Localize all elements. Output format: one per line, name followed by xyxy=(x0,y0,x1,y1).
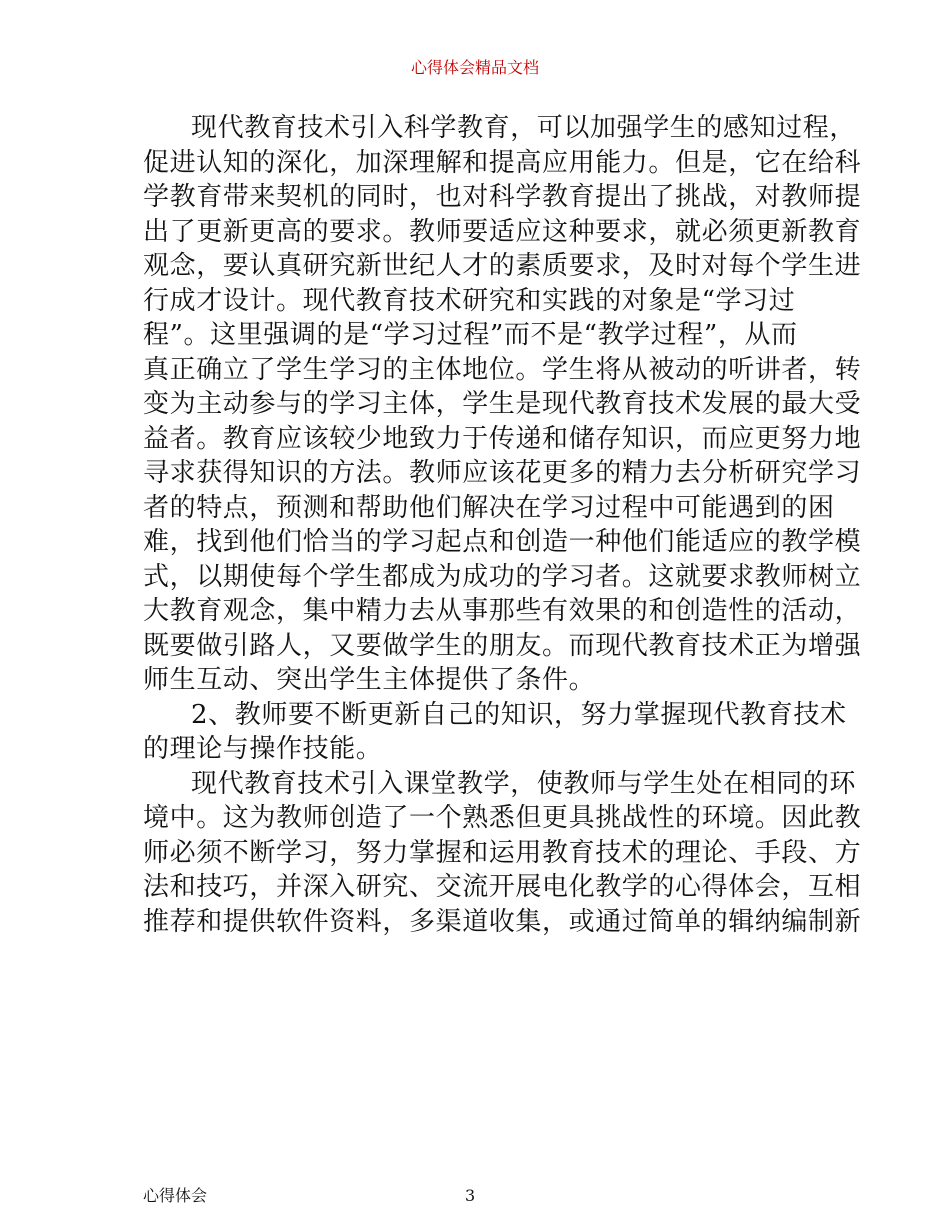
text-line: 2、教师要不断更新自己的知识，努力掌握现代教育技术 xyxy=(191,699,847,730)
paragraph-2-heading xyxy=(143,698,847,767)
text-line: 出了更新更高的要求。教师要适应这种要求，就必须更新教育 xyxy=(143,216,862,247)
text-line: 者的特点，预测和帮助他们解决在学习过程中可能遇到的困 xyxy=(143,492,835,523)
text-line: 现代教育技术引入课堂教学，使教师与学生处在相同的环 xyxy=(191,768,857,799)
text-line: 师必须不断学习，努力掌握和运用教育技术的理论、手段、方 xyxy=(143,837,862,868)
text-line: 真正确立了学生学习的主体地位。学生将从被动的听讲者，转 xyxy=(143,354,862,385)
document-header-title: 心得体会精品文档 xyxy=(410,58,539,77)
text-line: 师生互动、突出学生主体提供了条件。 xyxy=(143,665,596,695)
paragraph-1 xyxy=(143,111,862,698)
text-line: 行成才设计。现代教育技术研究和实践的对象是“学习过 xyxy=(143,285,796,316)
text-line: 推荐和提供软件资料，多渠道收集，或通过简单的辑纳编制新 xyxy=(143,906,862,937)
text-line: 式，以期使每个学生都成为成功的学习者。这就要求教师树立 xyxy=(143,561,862,592)
paragraph-3 xyxy=(143,767,862,940)
text-line: 学教育带来契机的同时，也对科学教育提出了挑战，对教师提 xyxy=(143,182,862,212)
footer-label: 心得体会 xyxy=(143,1186,208,1205)
text-line: 现代教育技术引入科学教育，可以加强学生的感知过程， xyxy=(191,113,857,143)
text-line: 法和技巧，并深入研究、交流开展电化教学的心得体会，互相 xyxy=(143,872,862,902)
text-line: 大教育观念，集中精力去从事那些有效果的和创造性的活动， xyxy=(143,596,862,626)
text-line: 寻求获得知识的方法。教师应该花更多的精力去分析研究学习 xyxy=(143,458,862,488)
page-number: 3 xyxy=(465,1186,476,1205)
text-line: 的理论与操作技能。 xyxy=(143,734,383,764)
text-line: 程”。这里强调的是“学习过程”而不是“教学过程”，从而 xyxy=(143,320,798,350)
document-body xyxy=(143,111,862,939)
text-line: 既要做引路人，又要做学生的朋友。而现代教育技术正为增强 xyxy=(143,630,862,661)
text-line: 观念，要认真研究新世纪人才的素质要求，及时对每个学生进 xyxy=(143,251,862,281)
text-line: 变为主动参与的学习主体，学生是现代教育技术发展的最大受 xyxy=(143,389,862,419)
text-line: 境中。这为教师创造了一个熟悉但更具挑战性的环境。因此教 xyxy=(143,803,862,833)
text-line: 难，找到他们恰当的学习起点和创造一种他们能适应的教学模 xyxy=(143,527,862,557)
text-line: 益者。教育应该较少地致力于传递和储存知识，而应更努力地 xyxy=(143,423,862,454)
text-line: 促进认知的深化，加深理解和提高应用能力。但是，它在给科 xyxy=(143,147,862,178)
